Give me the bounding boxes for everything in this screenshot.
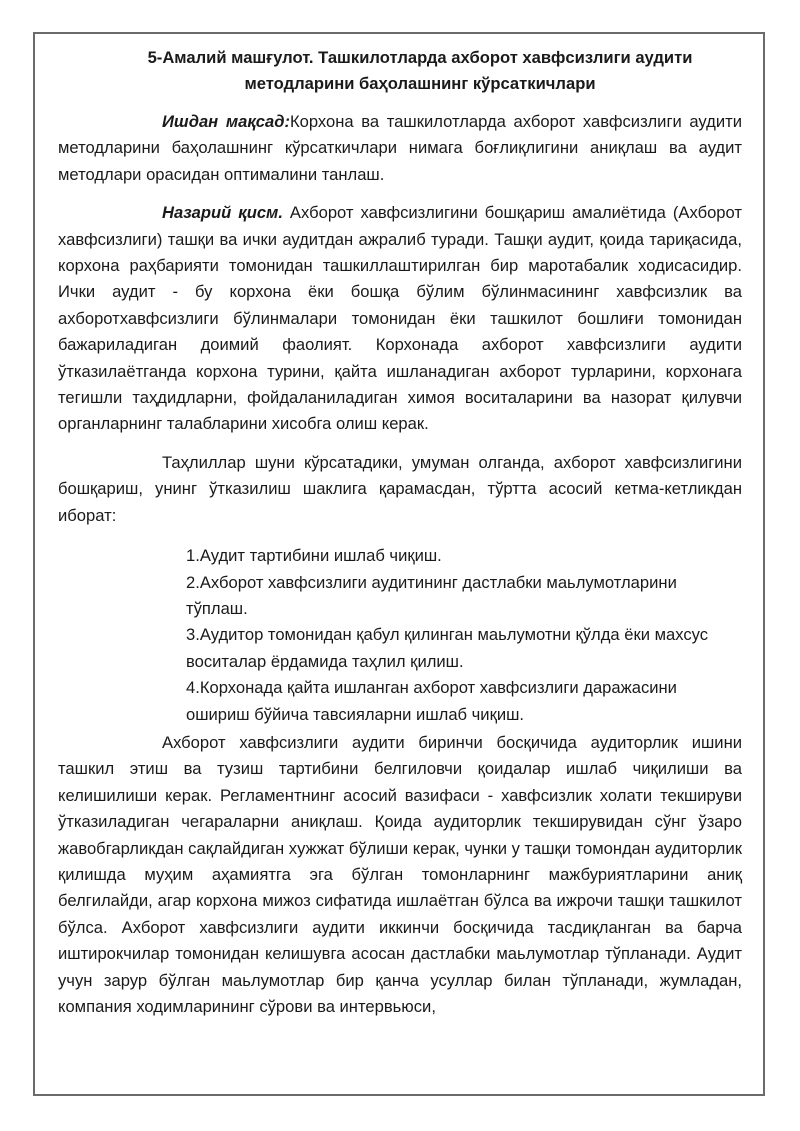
theory-paragraph	[58, 200, 742, 438]
list-item-number: 1.	[186, 546, 200, 566]
list-item-number: 2.	[186, 572, 200, 592]
list-item	[186, 543, 742, 569]
title-line-2: методларини баҳолашнинг кўрсаткичлари	[244, 74, 596, 93]
document-body	[58, 45, 742, 1020]
list-item-text: Аудит тартибини ишлаб чиқиш.	[199, 546, 442, 566]
list-item-text: Ахборот хавфсизлиги аудитининг дастлабки маьлумотларини тўплаш.	[186, 572, 677, 618]
page-title	[58, 45, 742, 97]
list-item-text: Аудитор томонидан қабул қилинган маьлумотни қўлда ёки махсус воситалар ёрдамида таҳлил қилиш.	[186, 625, 709, 671]
steps-list	[58, 543, 742, 728]
list-item	[186, 570, 742, 623]
list-item	[186, 675, 742, 728]
list-item-number: 4.	[186, 678, 200, 698]
analysis-intro-paragraph: Таҳлиллар шуни кўрсатадики, умуман олганда, ахборот хавфсизлигини бошқариш, унинг ўтказилиш шаклига қарамасдан, тўртта асосий кетма-кетликдан иборат:	[58, 452, 742, 525]
title-line-1: 5-Амалий машғулот. Ташкилотларда ахборот хавфсизлиги аудити	[147, 48, 693, 67]
theory-label: Назарий қисм.	[162, 203, 283, 223]
list-item-text: Корхонада қайта ишланган ахборот хавфсизлиги даражасини ошириш бўйича тавсияларни ишлаб чиқиш.	[186, 678, 677, 724]
list-item-number: 3.	[186, 625, 200, 645]
aim-paragraph	[58, 109, 742, 188]
aim-text: Корхона ва ташкилотларда ахборот хавфсизлиги аудити методларини баҳолашнинг кўрсаткичлари нимага боғлиқлигини аниқлаш ва аудит методлари орасидан оптималини танлаш.	[58, 112, 742, 184]
list-item	[186, 622, 742, 675]
theory-text: Ахборот хавфсизлигини бошқариш амалиётида (Ахборот хавфсизлиги) ташқи ва ички аудитдан ажралиб туради. Ташқи аудит, қоида тариқасида, корхона раҳбарияти томонидан ташкиллаштирилган бир маротабалик ходисасидир. Ички аудит - бу корхона ёки бошқа бўлим бўлинмасининг хавфсизлик ва ахборотхавфсизлиги бўлинмалари томонидан ёки ташкилот бошлиғи томонидан бажариладиган доимий фаолият. Корхонада ахборот хавфсизлиги аудити ўтказилаётганда корхона турини, қайта ишланадиган ахборот турларини, корхонага тегишли таҳдидларни, фойдаланиладиган химоя воситаларини ва назорат қилувчи органларнинг талабларини хисобга олиш керак.	[58, 203, 742, 434]
aim-label: Ишдан мақсад:	[162, 112, 290, 131]
closing-paragraph: Ахборот хавфсизлиги аудити биринчи босқичида аудиторлик ишини ташкил этиш ва тузиш тартибини белгиловчи қоидалар ишлаб чиқилиши ва келишилиши керак. Регламентнинг асосий вазифаси - хавфсизлик холати текшируви ўтказиладиган чегараларни аниқлаш. Қоида аудиторлик текширувидан сўнг ўзаро жавобгарликдан сақлайдиган хужжат бўлиши керак, чунки у ташқи томондан аудиторлик қилишда муҳим аҳамиятга эга бўлган томонларнинг мажбуриятларини аниқ белгилайди, агар корхона мижоз сифатида ишлаётган бўлса ва ижрочи ташқи ташкилот бўлса. Ахборот хавфсизлиги аудити иккинчи босқичида тасдиқланган ва барча иштирокчилар томонидан келишувга асосан дастлабки маьлумотлар тўпланади. Аудит учун зарур бўлган маьлумотлар бир қанча усуллар билан тўпланади, жумладан, компания ходимларининг сўрови ва интервьюси,	[58, 732, 743, 1016]
